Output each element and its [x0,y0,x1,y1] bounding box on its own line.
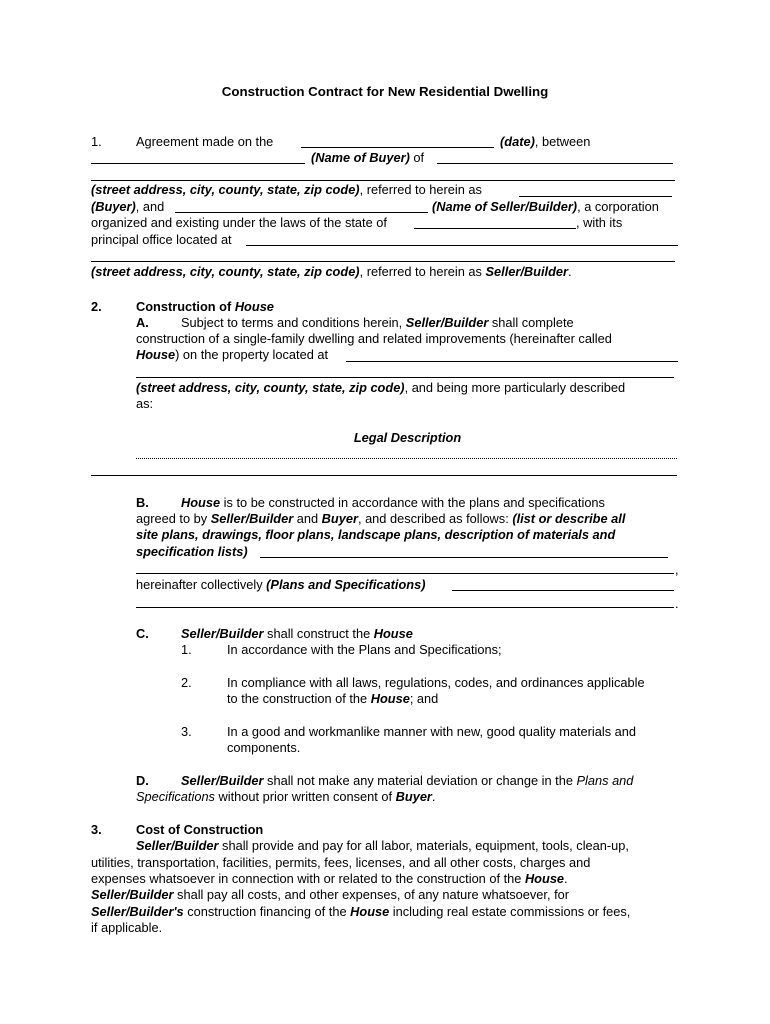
state-blank[interactable] [414,228,576,229]
list-item-number: 1. [181,642,192,657]
section-number: 2. [91,299,102,314]
seller-name-label: (Name of Seller/Builder), a corporation [432,199,659,214]
property-location-blank-2[interactable] [136,377,674,378]
buyer-name-label: (Name of Buyer) of [311,150,425,165]
seller-name-line: (Buyer), and [91,199,165,214]
period: . [675,596,679,611]
principal-office-line: principal office located at [91,232,232,247]
principal-office-blank[interactable] [246,245,678,246]
buyer-reference-blank[interactable] [519,196,672,197]
subsection-b-line-2: agreed to by Seller/Builder and Buyer, and described as follows: (list or describe all [136,511,626,526]
subsection-b-line-1: House is to be constructed in accordance with the plans and specifications [181,495,605,510]
date-label: (date), between [500,134,591,149]
buyer-name-blank[interactable] [91,163,305,164]
subsection-d-line-2: Specifications without prior written consent of Buyer. [136,789,436,804]
section-number: 3. [91,822,102,837]
buyer-address-blank-2[interactable] [91,180,675,181]
subsection-d-line-1: Seller/Builder shall not make any material deviation or change in the Plans and [181,773,634,788]
subsection-label: D. [136,773,149,788]
section-3-line-4: Seller/Builder shall pay all costs, and other expenses, of any nature whatsoever, for [91,887,570,902]
subsection-label: B. [136,495,149,510]
section-heading: Cost of Construction [136,822,264,837]
section-3-line-5: Seller/Builder's construction financing of the House including real estate commissions or fees, [91,904,631,919]
buyer-address-label: (street address, city, county, state, zip code), referred to herein as [91,182,482,197]
state-line: organized and existing under the laws of the state of [91,215,387,230]
list-item-3-line-1: In a good and workmanlike manner with new, good quality materials and [227,724,637,739]
principal-office-blank-2[interactable] [91,261,675,262]
list-item-2-line-1: In compliance with all laws, regulations, codes, and ordinances applicable [227,675,645,690]
subsection-b-line-3: site plans, drawings, floor plans, landscape plans, description of materials and [136,527,616,542]
list-item-number: 3. [181,724,192,739]
list-item-2-line-2: to the construction of the House; and [227,691,439,706]
seller-name-blank[interactable] [175,212,428,213]
legal-description-blank[interactable] [136,458,677,459]
comma: , [675,562,679,577]
plans-and-specifications-line: hereinafter collectively (Plans and Specifications) [136,577,426,592]
subsection-label: C. [136,626,149,641]
plans-and-specifications-blank[interactable] [452,590,674,591]
specification-lists-blank-2[interactable] [136,573,674,574]
agreement-line: Agreement made on the [136,134,274,149]
section-3-line-6: if applicable. [91,920,163,935]
document-title: Construction Contract for New Residential Dwelling [221,84,549,99]
list-item-1: In accordance with the Plans and Specifications; [227,642,502,657]
list-item-3-line-2: components. [227,740,301,755]
buyer-address-blank[interactable] [437,163,673,164]
property-address-label: (street address, city, county, state, zip code), and being more particularly described [136,380,626,395]
specification-lists-blank[interactable] [260,557,668,558]
section-3-line-1: Seller/Builder shall provide and pay for all labor, materials, equipment, tools, clean-up, [136,838,629,853]
property-location-blank[interactable] [346,361,678,362]
section-number: 1. [91,134,102,149]
subsection-a-line-3: House) on the property located at [136,347,329,362]
as-label: as: [136,396,154,411]
section-heading: Construction of House [136,299,274,314]
state-line-end: , with its [576,215,623,230]
list-item-number: 2. [181,675,192,690]
section-3-line-3: expenses whatsoever in connection with or related to the construction of the House. [91,871,568,886]
plans-and-specifications-blank-2[interactable] [136,607,674,608]
section-3-line-2: utilities, transportation, facilities, permits, fees, licenses, and all other costs, charges and [91,855,591,870]
subsection-c-line-1: Seller/Builder shall construct the House [181,626,413,641]
date-blank[interactable] [301,147,494,148]
legal-description-heading: Legal Description [353,430,462,445]
subsection-a-line-1: Subject to terms and conditions herein, Seller/Builder shall complete [181,315,574,330]
subsection-b-line-4: specification lists) [136,544,248,559]
seller-address-label: (street address, city, county, state, zip code), referred to herein as Seller/Builder. [91,264,572,279]
legal-description-blank-2[interactable] [91,475,677,476]
subsection-label: A. [136,315,149,330]
subsection-a-line-2: construction of a single-family dwelling and related improvements (hereinafter called [136,331,612,346]
